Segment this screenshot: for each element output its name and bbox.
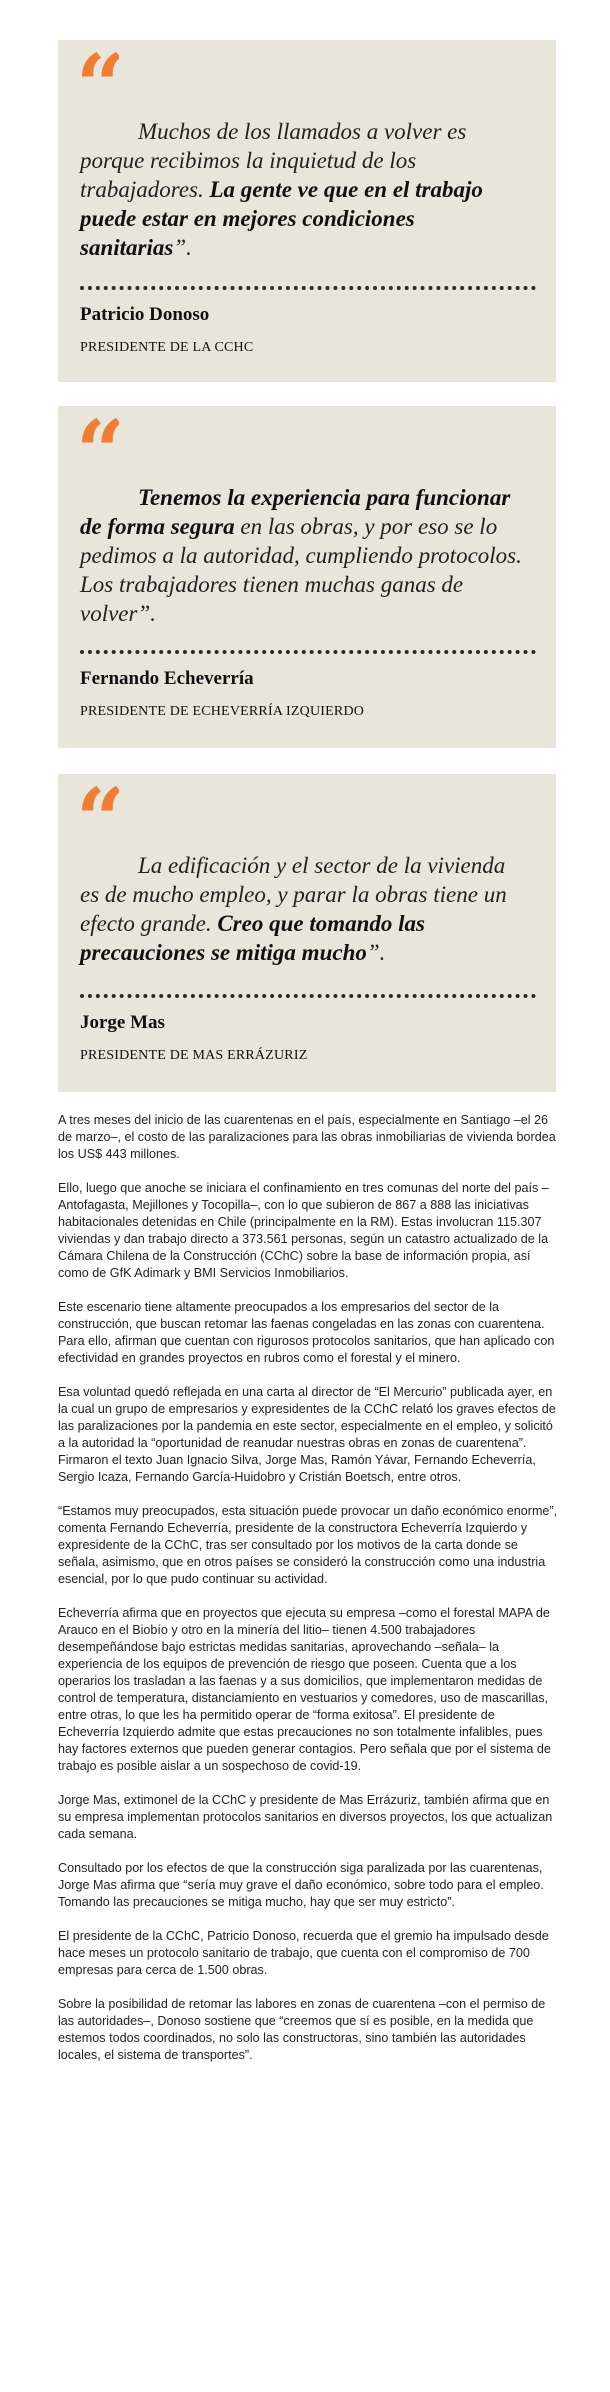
article-paragraph: Sobre la posibilidad de retomar las labores en zonas de cuarentena –con el permiso de las autoridades–, Donoso sostiene que “creemos que sí es posible, en la medida que estemos todos coordinados, no solo las constructoras, sino también las autoridades locales, el sistema de transportes”.: [58, 1997, 546, 2062]
article-paragraph: Echeverría afirma que en proyectos que ejecuta su empresa –como el forestal MAPA de Arauco en el Biobío y otro en la minería del litio– tienen 4.500 trabajadores desempeñándose bajo estrictas medidas sanitarias, aprovechando –señala– la experiencia de los equipos de prevención de riesgo que poseen. Cuenta que a los operarios los trasladan a las faenas y a sus domicilios, que implementaron medidas de control de temperatura, distanciamiento en vestuarios y comedores, uso de mascarillas, entre otras, lo que les ha permitido operar de “forma exitosa”. El presidente de Echeverría Izquierdo admite que estas precauciones no son totalmente infalibles, pues hay factores externos que pueden generar contagios. Pero señala que por el sistema de trabajo es posible aislar a un sospechoso de covid-19.: [58, 1606, 551, 1773]
quote-box-echeverria: [58, 406, 556, 748]
article-paragraph: A tres meses del inicio de las cuarentenas en el país, especialmente en Santiago –el 26 de marzo–, el costo de las paralizaciones para las obras inmobiliarias de vivienda bordea los US$ 443 millones.: [58, 1113, 556, 1161]
quote-highlight: Tenemos la experiencia para funcionar de forma segura: [80, 485, 511, 539]
article-paragraph: Esa voluntad quedó reflejada en una carta al director de “El Mercurio” publicada ayer, en la cual un grupo de empresarios y expresidentes de la CChC relató los graves efectos de las paralizaciones por la pandemia en este sector, especialmente en el empleo, y solicitó a la autoridad la “oportunidad de reanudar nuestras obras en zonas de cuarentena”. Firmaron el texto Juan Ignacio Silva, Jorge Mas, Ramón Yávar, Fernando Echeverría, Sergio Icaza, Fernando García-Huidobro y Cristián Boetsch, entre otros.: [58, 1385, 556, 1484]
quote-author-name: Patricio Donoso: [80, 304, 210, 325]
quote-highlight: Creo que tomando las precauciones se mitiga mucho: [80, 911, 425, 965]
quote-mark-icon: “: [76, 778, 120, 838]
quote-text: Tenemos la experiencia para funcionar de forma segura en las obras, y por eso se lo pedimos a la autoridad, cumpliendo protocolos. Los trabajadores tienen muchas ganas de volver”.: [80, 485, 522, 626]
quote-author-name: Jorge Mas: [80, 1012, 165, 1033]
quote-author-name: Fernando Echeverría: [80, 668, 254, 689]
article-paragraph: Este escenario tiene altamente preocupados a los empresarios del sector de la construcción, que buscan retomar las faenas congeladas en las zonas con cuarentena. Para ello, afirman que cuentan con rigurosos protocolos sanitarios, que han aplicado con efectividad en grandes proyectos en rubros como el forestal y el minero.: [58, 1300, 555, 1365]
quote-highlight: La gente ve que en el trabajo puede estar en mejores condiciones sanitarias: [80, 177, 483, 260]
article-paragraph: Jorge Mas, extimonel de la CChC y presidente de Mas Errázuriz, también afirma que en su empresa implementan protocolos sanitarios en diversos proyectos, los que actualizan cada semana.: [58, 1793, 553, 1841]
quote-box-donoso: [58, 40, 556, 382]
article-paragraph: “Estamos muy preocupados, esta situación puede provocar un daño económico enorme”, comenta Fernando Echeverría, presidente de la constructora Echeverría Izquierdo y expresidente de la CChC, tras ser consultado por los motivos de la carta donde se señala, asimismo, que en otros países se consideró la construcción como una industria esencial, por lo que pudo continuar su actividad.: [58, 1504, 558, 1586]
quote-author-role: PRESIDENTE DE MAS ERRÁZURIZ: [80, 1048, 308, 1063]
dotted-divider: [80, 650, 536, 654]
quote-text: La edificación y el sector de la vivienda es de mucho empleo, y parar la obras tiene un efecto grande. Creo que tomando las precauciones se mitiga mucho”.: [80, 853, 507, 965]
article-body: [58, 1112, 558, 2081]
quote-mark-icon: “: [76, 410, 120, 470]
dotted-divider: [80, 994, 536, 998]
quote-text: Muchos de los llamados a volver es porque recibimos la inquietud de los trabajadores. La gente ve que en el trabajo puede estar en mejores condiciones sanitarias”.: [80, 119, 483, 260]
article-paragraph: Consultado por los efectos de que la construcción siga paralizada por las cuarentenas, Jorge Mas afirma que “sería muy grave el daño económico, sobre todo para el empleo. Tomando las precauciones se mitiga mucho, hay que ser muy estricto”.: [58, 1861, 544, 1909]
dotted-divider: [80, 286, 536, 290]
article-paragraph: El presidente de la CChC, Patricio Donoso, recuerda que el gremio ha impulsado desde hace meses un protocolo sanitario de trabajo, que cuenta con el compromiso de 700 empresas para cerca de 1.500 obras.: [58, 1929, 549, 1977]
quote-box-mas: [58, 774, 556, 1092]
quote-mark-icon: “: [76, 44, 120, 104]
article-paragraph: Ello, luego que anoche se iniciara el confinamiento en tres comunas del norte del país –Antofagasta, Mejillones y Tocopilla–, con lo que subieron de 867 a 888 las iniciativas habitacionales detenidas en Chile (principalmente en la RM). Estas involucran 115.307 viviendas y dan trabajo directo a 373.561 personas, según un catastro actualizado de la Cámara Chilena de la Construcción (CChC) sobre la base de información propia, así como de GfK Adimark y BMI Servicios Inmobiliarios.: [58, 1181, 549, 1280]
quote-author-role: PRESIDENTE DE ECHEVERRÍA IZQUIERDO: [80, 704, 365, 719]
quote-author-role: PRESIDENTE DE LA CCHC: [80, 340, 254, 355]
